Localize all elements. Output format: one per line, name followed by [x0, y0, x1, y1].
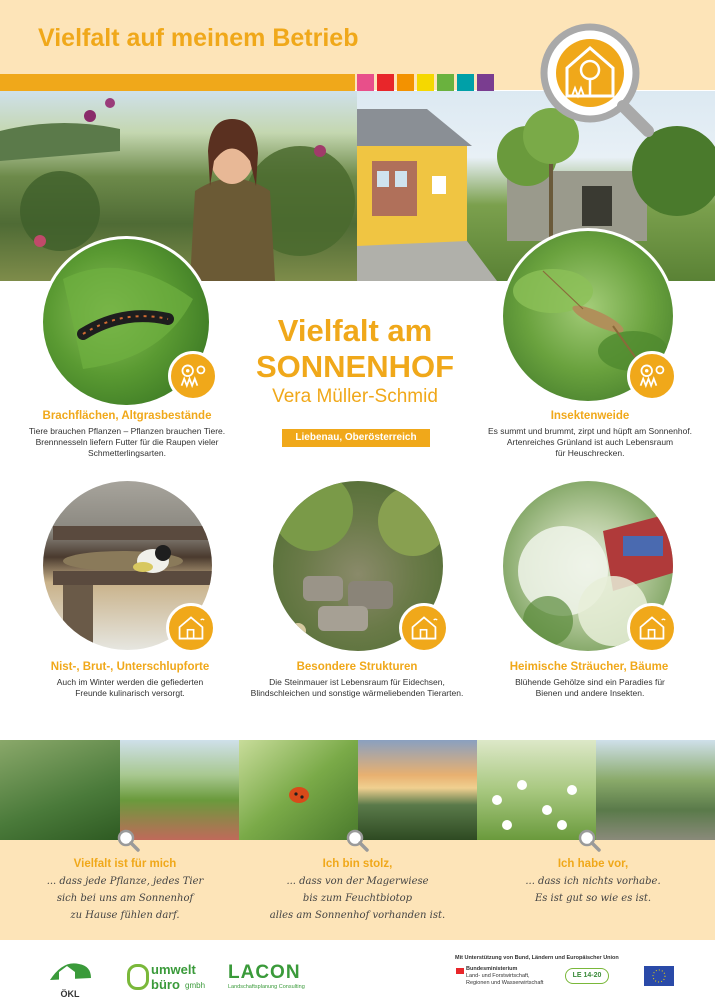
ministry-line: Regionen und Wasserwirtschaft: [466, 980, 544, 986]
ministry-line: Bundesministerium: [466, 966, 518, 972]
section-text: [10, 426, 244, 459]
lacon-logo-subtext: Landschaftsplanung Consulting: [228, 984, 305, 990]
quote-line: bis zum Feuchtbiotop: [302, 893, 413, 904]
section-text: [470, 426, 710, 459]
ministry-line: Land- und Forstwirtschaft,: [466, 973, 530, 979]
text-line: Tiere brauchen Pflanzen – Pflanzen brauchen Tiere.: [28, 426, 226, 436]
meadow-flower-badge-icon: [627, 351, 677, 401]
color-stripe: [457, 74, 474, 91]
text-line: Blindschleichen und sonstige wärmeliebenden Tierarten.: [250, 688, 464, 698]
farmer-name: Vera Müller-Schmid: [272, 386, 438, 407]
section-heading: Brachflächen, Altgrasbestände: [42, 410, 212, 422]
le-logo: LE 14-20: [565, 968, 609, 984]
umweltbuero-logo-text: umwelt: [151, 962, 196, 977]
eu-fund-text-block: [612, 966, 642, 988]
strip-photo-ladybug: [239, 740, 358, 840]
section-text: [470, 677, 710, 699]
umweltbuero-logo-text: gmbh: [185, 981, 206, 990]
section-text: [10, 677, 250, 699]
quote-line: ... dass von der Magerwiese: [286, 876, 429, 887]
quote-text: [240, 873, 475, 924]
text-line: Blühende Gehölze sind ein Paradies für: [515, 677, 665, 687]
strip-photo-meadow: [0, 740, 120, 840]
house-badge-icon: [627, 603, 677, 653]
section-heading: Nist-, Brut-, Unterschlupforte: [50, 661, 210, 673]
farmer-illustration: [0, 91, 357, 281]
house-badge-icon: [399, 603, 449, 653]
ministry-text: [466, 966, 566, 987]
okl-logo-text: ÖKL: [60, 989, 80, 999]
quote-heading: Ich bin stolz,: [322, 858, 393, 870]
umweltbuero-logo-mark: [127, 964, 149, 990]
text-line: Es summt und brummt, zirpt und hüpft am Sonnenhof.: [487, 426, 693, 436]
house-badge-icon: [166, 603, 216, 653]
quote-text: [15, 873, 235, 924]
quote-line: sich bei uns am Sonnenhof: [56, 893, 194, 904]
text-line: Artenreiches Grünland ist auch Lebensraum: [506, 437, 674, 447]
section-heading: Heimische Sträucher, Bäume: [509, 661, 669, 673]
farmer-portrait-photo: [0, 91, 357, 281]
text-line: Schmetterlingsarten.: [88, 448, 166, 458]
umweltbuero-logo: [127, 962, 217, 994]
quote-line: alles am Sonnenhof vorhanden ist.: [269, 910, 446, 921]
header-orange-bar: [0, 74, 355, 91]
magnifier-icon: [345, 828, 369, 852]
umweltbuero-logo-text: büro: [151, 977, 180, 992]
quote-line: zu Hause fühlen darf.: [70, 910, 180, 921]
text-line: Bienen und andere Insekten.: [535, 688, 645, 698]
quote-line: ... dass ich nichts vorhabe.: [525, 876, 661, 887]
color-stripe: [437, 74, 454, 91]
strip-photo-flowers: [120, 740, 239, 840]
title-line: SONNENHOF: [255, 349, 455, 384]
lacon-logo-text: LACON: [228, 962, 301, 983]
color-stripe: [377, 74, 394, 91]
main-title: [195, 313, 515, 385]
quote-heading: Vielfalt ist für mich: [73, 858, 177, 870]
strip-photo-daisies: [477, 740, 596, 840]
footer: [0, 940, 715, 1000]
text-line: Die Steinmauer ist Lebensraum für Eidechsen,: [269, 677, 445, 687]
quote-line: ... dass jede Pflanze, jedes Tier: [46, 876, 204, 887]
text-line: Auch im Winter werden die gefiederten: [56, 677, 204, 687]
color-stripe: [397, 74, 414, 91]
austria-flag-icon: [456, 968, 464, 974]
strip-photo-sunrise: [358, 740, 477, 840]
text-line: Brennnesseln liefern Futter für die Raupen vieler: [35, 437, 219, 447]
eu-flag-icon: [644, 966, 674, 986]
quote-text: [483, 873, 703, 907]
section-text: [232, 677, 482, 699]
section-heading: Besondere Strukturen: [296, 661, 418, 673]
magnifier-icon: [116, 828, 140, 852]
color-stripe: [417, 74, 434, 91]
color-stripe: [357, 74, 374, 91]
page-header-title: Vielfalt auf meinem Betrieb: [38, 24, 359, 52]
location-badge: Liebenau, Oberösterreich: [282, 429, 430, 447]
strip-photo-pond: [596, 740, 715, 840]
quote-line: Es ist gut so wie es ist.: [534, 893, 652, 904]
section-heading: Insektenweide: [550, 410, 630, 422]
magnifier-house-icon: [530, 18, 660, 138]
color-stripe: [477, 74, 494, 91]
text-line: für Heuschrecken.: [555, 448, 625, 458]
text-line: Freunde kulinarisch versorgt.: [75, 688, 185, 698]
title-line: Vielfalt am: [277, 313, 433, 348]
okl-logo: [45, 956, 95, 999]
lacon-logo: [228, 962, 338, 994]
magnifier-icon: [577, 828, 601, 852]
support-text: Mit Unterstützung von Bund, Ländern und Europäischer Union: [455, 955, 619, 961]
quote-heading: Ich habe vor,: [557, 858, 629, 870]
